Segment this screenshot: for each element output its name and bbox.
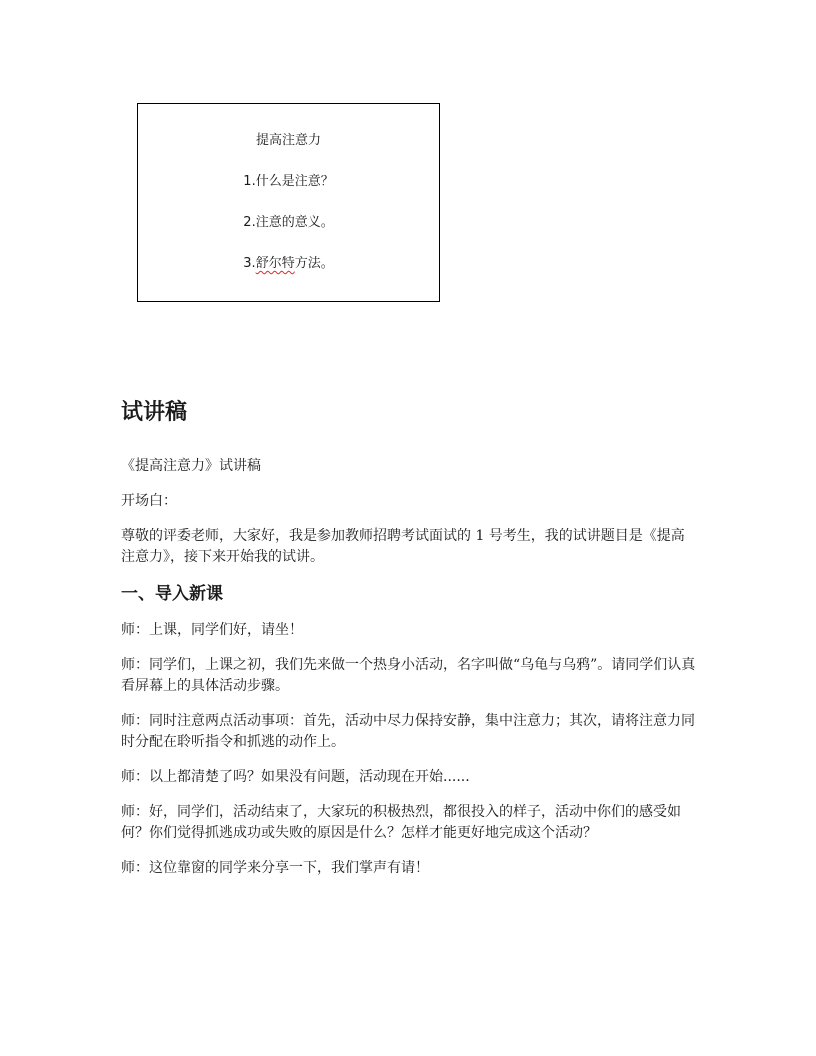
outline-item-2: 2.注意的意义。	[243, 215, 334, 230]
outline-item-3-suffix: 方法。	[294, 256, 334, 271]
outline-item-3-prefix: 3.	[243, 256, 256, 271]
document-heading: 试讲稿	[121, 400, 188, 425]
section-heading-intro: 一、导入新课	[121, 584, 223, 604]
opening-paragraph: 尊敬的评委老师，大家好，我是参加教师招聘考试面试的 1 号考生，我的试讲题目是《提高注意力》，接下来开始我的试讲。	[121, 528, 685, 565]
paragraph: 师：同学们，上课之初，我们先来做一个热身小活动，名字叫做“乌龟与乌鸦”。请同学们认真看屏幕上的具体活动步骤。	[121, 657, 696, 694]
outline-title: 提高注意力	[255, 133, 321, 148]
document-body	[121, 398, 697, 893]
opening-label: 开场白：	[121, 493, 177, 509]
spellcheck-marked-word[interactable]: 舒尔特	[255, 256, 295, 271]
paragraph: 师：上课，同学们好，请坐！	[121, 622, 303, 638]
paragraph: 师：以上都清楚了吗？如果没有问题，活动现在开始......	[121, 769, 470, 785]
paragraph: 师：这位靠窗的同学来分享一下，我们掌声有请！	[121, 860, 429, 876]
paragraph: 师：好，同学们，活动结束了，大家玩的积极热烈，都很投入的样子，活动中你们的感受如何？你们觉得抓逃成功或失败的原因是什么？怎样才能更好地完成这个活动？	[121, 804, 681, 841]
document-subtitle: 《提高注意力》试讲稿	[121, 458, 261, 474]
slide-outline-textbox	[137, 103, 440, 302]
paragraph: 师：同时注意两点活动事项：首先，活动中尽力保持安静，集中注意力；其次，请将注意力同时分配在聆听指令和抓逃的动作上。	[121, 713, 695, 750]
outline-item-1: 1.什么是注意？	[243, 174, 334, 189]
outline-item-3	[138, 255, 439, 273]
